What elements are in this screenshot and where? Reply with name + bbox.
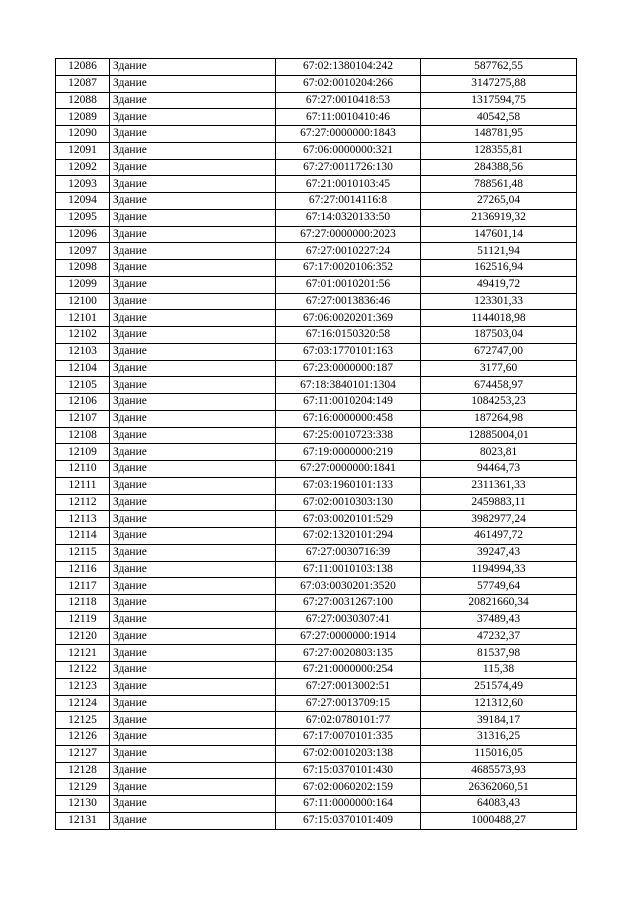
row-number: 12129 [56, 779, 110, 796]
object-type: Здание [110, 645, 276, 662]
cadastral-value: 49419,72 [421, 276, 577, 293]
cadastral-value: 187503,04 [421, 327, 577, 344]
object-type: Здание [110, 377, 276, 394]
cadastral-value: 147601,14 [421, 226, 577, 243]
row-number: 12103 [56, 343, 110, 360]
cadastral-value: 251574,49 [421, 678, 577, 695]
table-row [56, 779, 577, 796]
property-table [55, 58, 577, 830]
table-row [56, 209, 577, 226]
table-row [56, 92, 577, 109]
table-row [56, 193, 577, 210]
object-type: Здание [110, 92, 276, 109]
table-row [56, 712, 577, 729]
object-type: Здание [110, 310, 276, 327]
table-row [56, 343, 577, 360]
table-row [56, 109, 577, 126]
object-type: Здание [110, 712, 276, 729]
cadastral-number: 67:23:0000000:187 [276, 360, 421, 377]
object-type: Здание [110, 176, 276, 193]
object-type: Здание [110, 494, 276, 511]
table-row [56, 427, 577, 444]
row-number: 12113 [56, 511, 110, 528]
row-number: 12099 [56, 276, 110, 293]
cadastral-number: 67:17:0020106:352 [276, 260, 421, 277]
cadastral-number: 67:21:0010103:45 [276, 176, 421, 193]
cadastral-number: 67:27:0000000:2023 [276, 226, 421, 243]
cadastral-number: 67:11:0010410:46 [276, 109, 421, 126]
cadastral-value: 162516,94 [421, 260, 577, 277]
cadastral-value: 128355,81 [421, 142, 577, 159]
object-type: Здание [110, 611, 276, 628]
cadastral-value: 39247,43 [421, 544, 577, 561]
cadastral-value: 672747,00 [421, 343, 577, 360]
object-type: Здание [110, 159, 276, 176]
cadastral-value: 2136919,32 [421, 209, 577, 226]
table-body [56, 59, 577, 830]
cadastral-number: 67:02:1320101:294 [276, 528, 421, 545]
cadastral-value: 26362060,51 [421, 779, 577, 796]
cadastral-number: 67:02:0010303:130 [276, 494, 421, 511]
cadastral-value: 2459883,11 [421, 494, 577, 511]
cadastral-value: 148781,95 [421, 126, 577, 143]
cadastral-number: 67:27:0011726:130 [276, 159, 421, 176]
cadastral-value: 37489,43 [421, 611, 577, 628]
table-row [56, 461, 577, 478]
object-type: Здание [110, 260, 276, 277]
object-type: Здание [110, 243, 276, 260]
object-type: Здание [110, 779, 276, 796]
row-number: 12130 [56, 796, 110, 813]
cadastral-number: 67:17:0070101:335 [276, 729, 421, 746]
object-type: Здание [110, 226, 276, 243]
row-number: 12107 [56, 410, 110, 427]
cadastral-number: 67:27:0010418:53 [276, 92, 421, 109]
object-type: Здание [110, 561, 276, 578]
cadastral-value: 1144018,98 [421, 310, 577, 327]
row-number: 12119 [56, 611, 110, 628]
cadastral-number: 67:11:0010103:138 [276, 561, 421, 578]
table-row [56, 159, 577, 176]
cadastral-number: 67:02:1380104:242 [276, 59, 421, 76]
row-number: 12125 [56, 712, 110, 729]
cadastral-value: 1000488,27 [421, 812, 577, 829]
cadastral-value: 12885004,01 [421, 427, 577, 444]
table-row [56, 75, 577, 92]
cadastral-value: 3147275,88 [421, 75, 577, 92]
table-row [56, 494, 577, 511]
object-type: Здание [110, 343, 276, 360]
row-number: 12087 [56, 75, 110, 92]
row-number: 12086 [56, 59, 110, 76]
table-row [56, 243, 577, 260]
row-number: 12104 [56, 360, 110, 377]
cadastral-value: 94464,73 [421, 461, 577, 478]
cadastral-number: 67:03:1770101:163 [276, 343, 421, 360]
table-row [56, 662, 577, 679]
cadastral-number: 67:02:0010203:138 [276, 745, 421, 762]
object-type: Здание [110, 394, 276, 411]
cadastral-number: 67:27:0020803:135 [276, 645, 421, 662]
table-row [56, 444, 577, 461]
cadastral-value: 1194994,33 [421, 561, 577, 578]
cadastral-number: 67:11:0010204:149 [276, 394, 421, 411]
object-type: Здание [110, 126, 276, 143]
table-row [56, 477, 577, 494]
object-type: Здание [110, 293, 276, 310]
cadastral-number: 67:15:0370101:430 [276, 762, 421, 779]
cadastral-value: 8023,81 [421, 444, 577, 461]
object-type: Здание [110, 796, 276, 813]
object-type: Здание [110, 142, 276, 159]
object-type: Здание [110, 528, 276, 545]
cadastral-number: 67:11:0000000:164 [276, 796, 421, 813]
object-type: Здание [110, 662, 276, 679]
table-row [56, 410, 577, 427]
cadastral-number: 67:14:0320133:50 [276, 209, 421, 226]
table-row [56, 394, 577, 411]
table-row [56, 729, 577, 746]
table-row [56, 226, 577, 243]
table-row [56, 578, 577, 595]
object-type: Здание [110, 812, 276, 829]
object-type: Здание [110, 427, 276, 444]
object-type: Здание [110, 59, 276, 76]
table-row [56, 796, 577, 813]
table-row [56, 678, 577, 695]
table-row [56, 544, 577, 561]
table-row [56, 745, 577, 762]
cadastral-number: 67:27:0013836:46 [276, 293, 421, 310]
table-row [56, 561, 577, 578]
cadastral-value: 115,38 [421, 662, 577, 679]
cadastral-number: 67:02:0780101:77 [276, 712, 421, 729]
cadastral-value: 3982977,24 [421, 511, 577, 528]
table-row [56, 645, 577, 662]
table-row [56, 260, 577, 277]
object-type: Здание [110, 477, 276, 494]
object-type: Здание [110, 461, 276, 478]
row-number: 12131 [56, 812, 110, 829]
cadastral-number: 67:19:0000000:219 [276, 444, 421, 461]
object-type: Здание [110, 628, 276, 645]
cadastral-value: 123301,33 [421, 293, 577, 310]
table-row [56, 595, 577, 612]
table-row [56, 611, 577, 628]
row-number: 12102 [56, 327, 110, 344]
cadastral-number: 67:15:0370101:409 [276, 812, 421, 829]
cadastral-number: 67:06:0020201:369 [276, 310, 421, 327]
object-type: Здание [110, 695, 276, 712]
cadastral-number: 67:27:0000000:1843 [276, 126, 421, 143]
table-row [56, 59, 577, 76]
cadastral-number: 67:27:0013709:15 [276, 695, 421, 712]
cadastral-number: 67:02:0010204:266 [276, 75, 421, 92]
row-number: 12115 [56, 544, 110, 561]
cadastral-value: 57749,64 [421, 578, 577, 595]
cadastral-value: 461497,72 [421, 528, 577, 545]
row-number: 12118 [56, 595, 110, 612]
row-number: 12110 [56, 461, 110, 478]
cadastral-number: 67:27:0000000:1841 [276, 461, 421, 478]
row-number: 12090 [56, 126, 110, 143]
object-type: Здание [110, 544, 276, 561]
row-number: 12091 [56, 142, 110, 159]
row-number: 12098 [56, 260, 110, 277]
table-row [56, 628, 577, 645]
row-number: 12105 [56, 377, 110, 394]
row-number: 12112 [56, 494, 110, 511]
row-number: 12088 [56, 92, 110, 109]
cadastral-number: 67:27:0031267:100 [276, 595, 421, 612]
table-row [56, 310, 577, 327]
cadastral-number: 67:27:0014116:8 [276, 193, 421, 210]
object-type: Здание [110, 745, 276, 762]
row-number: 12108 [56, 427, 110, 444]
object-type: Здание [110, 327, 276, 344]
cadastral-number: 67:02:0060202:159 [276, 779, 421, 796]
object-type: Здание [110, 410, 276, 427]
table-row [56, 126, 577, 143]
row-number: 12126 [56, 729, 110, 746]
table-row [56, 511, 577, 528]
row-number: 12123 [56, 678, 110, 695]
cadastral-value: 1317594,75 [421, 92, 577, 109]
row-number: 12124 [56, 695, 110, 712]
row-number: 12096 [56, 226, 110, 243]
row-number: 12121 [56, 645, 110, 662]
object-type: Здание [110, 729, 276, 746]
cadastral-value: 3177,60 [421, 360, 577, 377]
object-type: Здание [110, 678, 276, 695]
object-type: Здание [110, 578, 276, 595]
object-type: Здание [110, 444, 276, 461]
table-row [56, 293, 577, 310]
row-number: 12120 [56, 628, 110, 645]
cadastral-number: 67:18:3840101:1304 [276, 377, 421, 394]
row-number: 12097 [56, 243, 110, 260]
cadastral-value: 64083,43 [421, 796, 577, 813]
table-row [56, 327, 577, 344]
cadastral-value: 2311361,33 [421, 477, 577, 494]
cadastral-value: 284388,56 [421, 159, 577, 176]
cadastral-value: 20821660,34 [421, 595, 577, 612]
cadastral-number: 67:16:0000000:458 [276, 410, 421, 427]
cadastral-number: 67:03:0020101:529 [276, 511, 421, 528]
cadastral-value: 674458,97 [421, 377, 577, 394]
cadastral-number: 67:27:0030307:41 [276, 611, 421, 628]
cadastral-number: 67:27:0010227:24 [276, 243, 421, 260]
cadastral-number: 67:21:0000000:254 [276, 662, 421, 679]
object-type: Здание [110, 511, 276, 528]
cadastral-value: 121312,60 [421, 695, 577, 712]
object-type: Здание [110, 276, 276, 293]
cadastral-number: 67:01:0010201:56 [276, 276, 421, 293]
cadastral-value: 47232,37 [421, 628, 577, 645]
cadastral-number: 67:25:0010723:338 [276, 427, 421, 444]
cadastral-value: 587762,55 [421, 59, 577, 76]
cadastral-value: 187264,98 [421, 410, 577, 427]
row-number: 12093 [56, 176, 110, 193]
cadastral-number: 67:27:0000000:1914 [276, 628, 421, 645]
cadastral-value: 1084253,23 [421, 394, 577, 411]
row-number: 12089 [56, 109, 110, 126]
row-number: 12114 [56, 528, 110, 545]
cadastral-value: 39184,17 [421, 712, 577, 729]
object-type: Здание [110, 762, 276, 779]
row-number: 12100 [56, 293, 110, 310]
cadastral-value: 51121,94 [421, 243, 577, 260]
cadastral-value: 40542,58 [421, 109, 577, 126]
table-row [56, 276, 577, 293]
cadastral-value: 788561,48 [421, 176, 577, 193]
cadastral-value: 31316,25 [421, 729, 577, 746]
object-type: Здание [110, 209, 276, 226]
table-row [56, 377, 577, 394]
row-number: 12116 [56, 561, 110, 578]
table-row [56, 528, 577, 545]
row-number: 12092 [56, 159, 110, 176]
table-row [56, 176, 577, 193]
object-type: Здание [110, 109, 276, 126]
table-row [56, 812, 577, 829]
cadastral-number: 67:06:0000000:321 [276, 142, 421, 159]
cadastral-number: 67:27:0013002:51 [276, 678, 421, 695]
cadastral-number: 67:03:1960101:133 [276, 477, 421, 494]
cadastral-value: 115016,05 [421, 745, 577, 762]
row-number: 12111 [56, 477, 110, 494]
object-type: Здание [110, 595, 276, 612]
object-type: Здание [110, 193, 276, 210]
row-number: 12094 [56, 193, 110, 210]
row-number: 12101 [56, 310, 110, 327]
cadastral-number: 67:27:0030716:39 [276, 544, 421, 561]
row-number: 12117 [56, 578, 110, 595]
cadastral-value: 81537,98 [421, 645, 577, 662]
cadastral-number: 67:03:0030201:3520 [276, 578, 421, 595]
row-number: 12095 [56, 209, 110, 226]
table-row [56, 695, 577, 712]
row-number: 12106 [56, 394, 110, 411]
table-row [56, 360, 577, 377]
cadastral-number: 67:16:0150320:58 [276, 327, 421, 344]
object-type: Здание [110, 360, 276, 377]
row-number: 12128 [56, 762, 110, 779]
table-row [56, 762, 577, 779]
cadastral-value: 4685573,93 [421, 762, 577, 779]
object-type: Здание [110, 75, 276, 92]
cadastral-value: 27265,04 [421, 193, 577, 210]
row-number: 12127 [56, 745, 110, 762]
row-number: 12109 [56, 444, 110, 461]
table-row [56, 142, 577, 159]
row-number: 12122 [56, 662, 110, 679]
